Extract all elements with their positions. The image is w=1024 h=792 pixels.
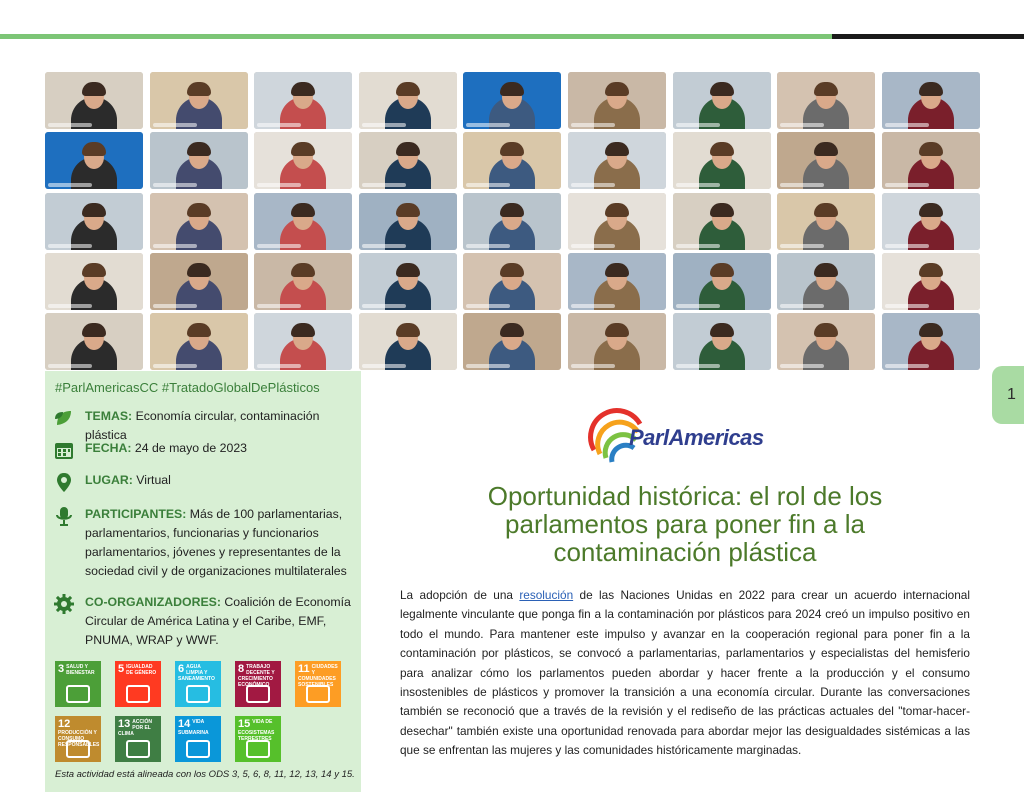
participant-video-tile <box>777 193 875 250</box>
detail-label: CO-ORGANIZADORES: <box>85 595 221 609</box>
detail-value: Economía circular, contaminación plástica <box>85 409 320 442</box>
article-title: Oportunidad histórica: el rol de los parlamentos para poner fin a la contaminación plástica <box>487 481 883 567</box>
sdg-number: 14 <box>178 718 191 730</box>
participant-video-tile <box>568 253 666 310</box>
sdg-goal-icon <box>186 685 210 703</box>
sdg-goal-15 <box>235 716 281 762</box>
sdg-number: 13 <box>118 718 131 730</box>
sdg-number: 5 <box>118 663 125 675</box>
detail-label: FECHA: <box>85 441 132 455</box>
sdg-goal-icon <box>126 740 150 758</box>
sdg-number: 15 <box>238 718 251 730</box>
participant-video-tile <box>568 313 666 370</box>
participant-video-tile <box>882 72 980 129</box>
sdg-label: PRODUCCIÓN Y CONSUMO RESPONSABLES <box>58 730 100 748</box>
detail-participantes <box>53 505 357 581</box>
participant-video-tile <box>463 193 561 250</box>
participant-video-tile <box>359 72 457 129</box>
participant-video-tile <box>777 313 875 370</box>
parlamericas-logo-text: ParlAmericas <box>629 425 764 450</box>
location-pin-icon <box>53 471 75 493</box>
sdg-label: VIDA DE ECOSISTEMAS TERRESTRES <box>238 719 275 742</box>
participant-video-tile <box>463 313 561 370</box>
resolution-link[interactable]: resolución <box>519 588 574 602</box>
detail-coorganizadores <box>53 593 357 650</box>
body-text-start: La adopción de una <box>400 588 520 602</box>
microphone-icon <box>53 505 75 527</box>
detail-fecha <box>53 439 357 461</box>
participant-video-tile <box>777 72 875 129</box>
sdg-number: 12 <box>58 718 71 730</box>
participant-video-tile <box>777 253 875 310</box>
participant-video-tile <box>673 253 771 310</box>
leaves-icon <box>53 407 75 429</box>
gear-icon <box>53 593 75 615</box>
participant-video-tile <box>254 253 352 310</box>
participant-video-tile <box>673 313 771 370</box>
sdg-label: CIUDADES Y COMUNIDADES SOSTENIBLES <box>298 664 338 688</box>
page-number-tab <box>992 366 1024 424</box>
participant-video-tile <box>45 193 143 250</box>
sdg-goal-14 <box>175 716 221 762</box>
participant-video-tile <box>673 132 771 189</box>
participant-video-tile <box>882 132 980 189</box>
top-divider-dark <box>832 34 1024 39</box>
article-body <box>400 586 970 761</box>
participant-video-tile <box>254 313 352 370</box>
participant-video-tile <box>882 253 980 310</box>
sdg-goal-3 <box>55 661 101 707</box>
sdg-note: Esta actividad está alineada con los ODS 3, 5, 6, 8, 11, 12, 13, 14 y 15. <box>55 769 355 780</box>
participant-video-tile <box>150 72 248 129</box>
event-info-panel <box>45 371 361 792</box>
detail-label: PARTICIPANTES: <box>85 507 187 521</box>
participant-video-tile <box>673 193 771 250</box>
participant-video-tile <box>359 132 457 189</box>
sdg-label: IGUALDAD DE GÉNERO <box>126 664 157 676</box>
sdg-number: 11 <box>298 663 310 675</box>
participant-video-tile <box>254 72 352 129</box>
sdg-label: ACCIÓN POR EL CLIMA <box>118 719 152 737</box>
body-text-rest: de las Naciones Unidas en 2022 para crear un acuerdo internacional legalmente vinculante que ponga fin a la contaminación por plásticos para 2024 creó un impulso positivo en todo el mundo. Para mantener este impulso y avanzar en la cooperación regional para poner fin a la contaminación por plásticos, se convocó a parlamentarias, parlamentarios y especialistas del hemisferio para analizar cómo los parlamentos pueden abordar y hacer frente a la producción y el consumo insostenibles de plásticos y promover la transición a una economía circular. Durante las conversaciones también se reconoció que a través de la revisión y el rediseño de las prácticas actuales del "tomar-hacer-desechar" también existe una oportunidad renovada para abordar mejor las desigualdades sistémicas a las que se enfrentan las mujeres y las comunidades históricamente marginadas. <box>400 588 970 758</box>
video-call-participants-grid <box>45 72 981 370</box>
participant-video-tile <box>254 132 352 189</box>
detail-lugar <box>53 471 357 493</box>
detail-value: 24 de mayo de 2023 <box>134 441 248 455</box>
participant-video-tile <box>359 193 457 250</box>
sdg-goal-icon <box>246 685 270 703</box>
detail-value: Coalición de Economía Circular de América Latina y el Caribe, EMF, PNUMA, WRAP y WWF. <box>85 595 351 647</box>
participant-video-tile <box>45 253 143 310</box>
participant-video-tile <box>463 253 561 310</box>
participant-video-tile <box>254 193 352 250</box>
top-divider-green <box>0 34 832 39</box>
sdg-label: AGUA LIMPIA Y SANEAMIENTO <box>178 664 215 682</box>
participant-video-tile <box>45 313 143 370</box>
participant-video-tile <box>150 253 248 310</box>
sdg-label: SALUD Y BIENESTAR <box>66 664 95 676</box>
participant-video-tile <box>463 72 561 129</box>
sdg-goal-icon <box>66 685 90 703</box>
participant-video-tile <box>45 132 143 189</box>
detail-value: Virtual <box>136 473 171 487</box>
detail-value: Más de 100 parlamentarias, parlamentarios, funcionarias y funcionarios parlamentarios, jóvenes y representantes de la sociedad civil y de organizaciones multilaterales <box>85 507 347 578</box>
participant-video-tile <box>777 132 875 189</box>
sdg-goal-icon <box>186 740 210 758</box>
hashtags: #ParlAmericasCC #TratadoGlobalDePlásticos <box>55 380 320 395</box>
detail-label: LUGAR: <box>85 473 133 487</box>
detail-label: TEMAS: <box>85 409 133 423</box>
sdg-label: VIDA SUBMARINA <box>178 719 209 736</box>
sdg-goal-icon <box>126 685 150 703</box>
sdg-goal-12 <box>55 716 101 762</box>
sdg-goal-13 <box>115 716 161 762</box>
sdg-goal-icon <box>306 685 330 703</box>
participant-video-tile <box>882 193 980 250</box>
sdg-goal-11 <box>295 661 341 707</box>
sdg-goal-icon <box>246 740 270 758</box>
participant-video-tile <box>568 72 666 129</box>
top-divider-bar <box>0 34 1024 39</box>
calendar-icon <box>53 439 75 461</box>
participant-video-tile <box>359 253 457 310</box>
sdg-goal-8 <box>235 661 281 707</box>
page-number: 1 <box>1007 386 1016 403</box>
participant-video-tile <box>882 313 980 370</box>
sdg-goal-5 <box>115 661 161 707</box>
participant-video-tile <box>673 72 771 129</box>
participant-video-tile <box>568 132 666 189</box>
participant-video-tile <box>359 313 457 370</box>
participant-video-tile <box>150 132 248 189</box>
participant-video-tile <box>150 193 248 250</box>
sdg-number: 8 <box>238 663 245 675</box>
participant-video-tile <box>150 313 248 370</box>
participant-video-tile <box>568 193 666 250</box>
sdg-label: TRABAJO DECENTE Y CRECIMIENTO ECONÓMICO <box>238 664 275 688</box>
participant-video-tile <box>463 132 561 189</box>
sdg-goal-6 <box>175 661 221 707</box>
sdg-number: 6 <box>178 663 185 675</box>
sdg-number: 3 <box>58 663 65 675</box>
participant-video-tile <box>45 72 143 129</box>
sdg-goal-icon <box>66 740 90 758</box>
